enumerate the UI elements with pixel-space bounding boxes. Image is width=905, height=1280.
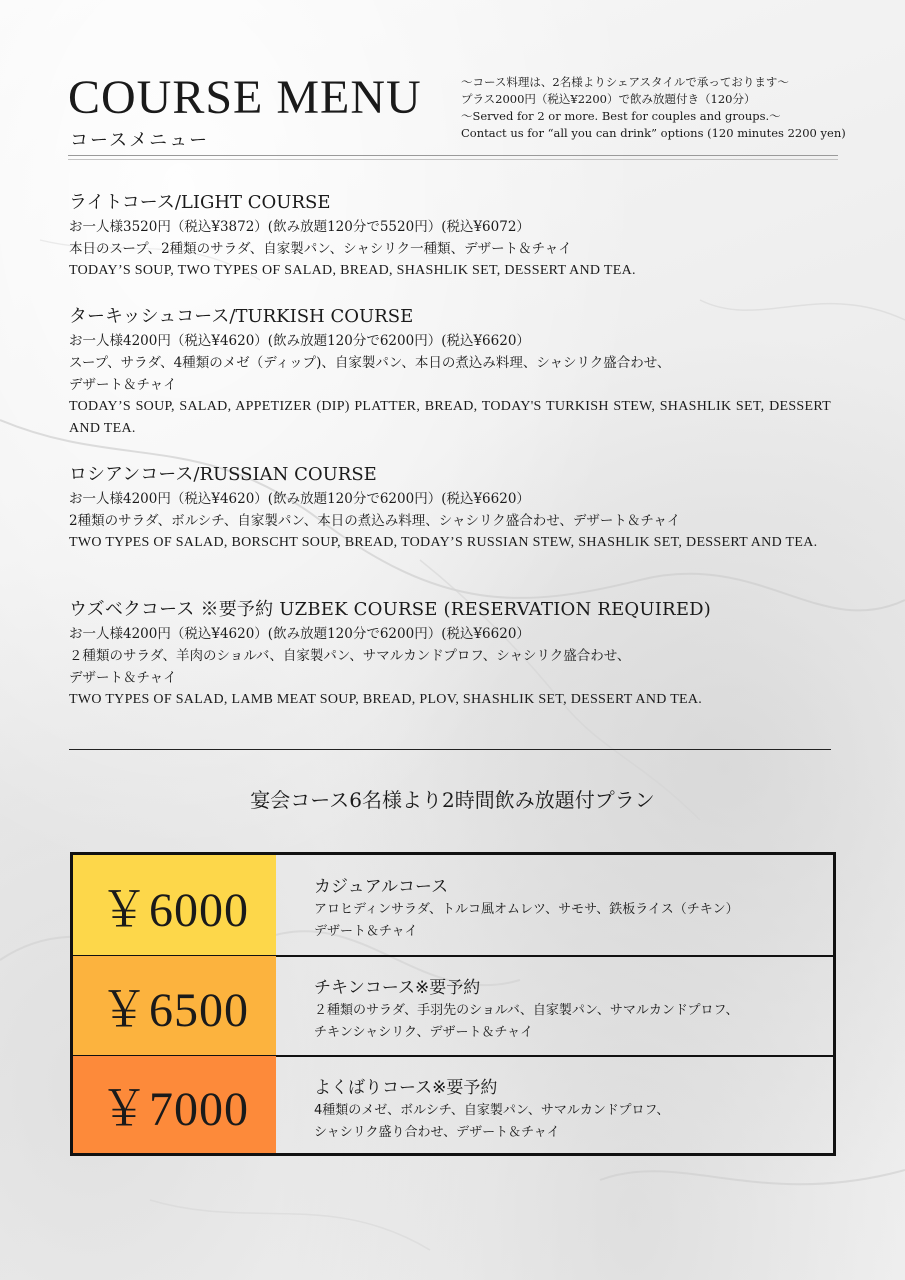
plan-description bbox=[314, 875, 739, 943]
plan-items: デザート＆チャイ bbox=[314, 924, 418, 939]
note-line: プラス2000円（税込¥2200）で飲み放題付き（120分） bbox=[461, 92, 756, 106]
course-turkish bbox=[69, 304, 834, 440]
section-divider bbox=[69, 749, 831, 750]
course-description-jp: スープ、サラダ、4種類のメゼ（ディップ)、自家製パン、本日の煮込み料理、シャシリク盛合わせ、 bbox=[69, 355, 671, 371]
plan-items: チキンシャシリク、デザート＆チャイ bbox=[314, 1025, 534, 1040]
course-description-jp: ２種類のサラダ、羊肉のショルバ、自家製パン、サマルカンドプロフ、シャシリク盛合わせ、 bbox=[69, 648, 631, 664]
course-description-jp: 本日のスープ、2種類のサラダ、自家製パン、シャシリク一種類、デザート＆チャイ bbox=[69, 241, 572, 257]
course-title: ロシアンコース/RUSSIAN COURSE bbox=[69, 464, 377, 485]
banquet-plan-table bbox=[70, 852, 836, 1156]
banquet-title: 宴会コース6名様より2時間飲み放題付プラン bbox=[250, 788, 655, 812]
plan-price: ￥7000 bbox=[73, 1056, 276, 1153]
note-line: 〜コース料理は、2名様よりシェアスタイルで承っております〜 bbox=[461, 75, 789, 89]
course-description-jp: デザート＆チャイ bbox=[69, 670, 177, 686]
plan-name: カジュアルコース bbox=[314, 877, 449, 897]
course-description-en: TODAY’S SOUP, SALAD, APPETIZER (DIP) PLATTER, BREAD, TODAY'S TURKISH STEW, SHASHLIK SET, DESSERT AND TEA. bbox=[69, 399, 831, 436]
course-price: お一人様4200円（税込¥4620）(飲み放題120分で6200円）(税込¥6620） bbox=[69, 333, 530, 349]
plan-items: 4種類のメゼ、ボルシチ、自家製パン、サマルカンドプロフ、 bbox=[314, 1103, 670, 1118]
course-price: お一人様3520円（税込¥3872）(飲み放題120分で5520円）(税込¥6072） bbox=[69, 219, 530, 235]
note-line: Contact us for “all you can drink” options (120 minutes 2200 yen) bbox=[461, 126, 846, 140]
header-notes bbox=[461, 74, 846, 142]
course-description-jp: デザート＆チャイ bbox=[69, 377, 177, 393]
plan-row bbox=[73, 956, 833, 1055]
course-title: ターキッシュコース/TURKISH COURSE bbox=[69, 306, 414, 327]
page-subtitle: コースメニュー bbox=[70, 130, 210, 151]
course-description-en: TWO TYPES OF SALAD, BORSCHT SOUP, BREAD, TODAY’S RUSSIAN STEW, SHASHLIK SET, DESSERT AND TEA. bbox=[69, 535, 818, 550]
plan-price: ￥6000 bbox=[73, 855, 276, 955]
plan-name: よくばりコース※要予約 bbox=[314, 1078, 498, 1098]
plan-items: ２種類のサラダ、手羽先のショルバ、自家製パン、サマルカンドプロフ、 bbox=[314, 1003, 739, 1018]
page-title: COURSE MENU bbox=[68, 71, 422, 124]
course-price: お一人様4200円（税込¥4620）(飲み放題120分で6200円）(税込¥6620） bbox=[69, 491, 530, 507]
course-title: ウズベクコース ※要予約 UZBEK COURSE (RESERVATION REQUIRED) bbox=[69, 599, 712, 620]
header-rule bbox=[68, 155, 838, 156]
course-description-jp: 2種類のサラダ、ボルシチ、自家製パン、本日の煮込み料理、シャシリク盛合わせ、デザート＆チャイ bbox=[69, 513, 681, 529]
note-line: 〜Served for 2 or more. Best for couples and groups.〜 bbox=[461, 109, 781, 123]
plan-price: ￥6500 bbox=[73, 956, 276, 1055]
plan-items: アロヒディンサラダ、トルコ風オムレツ、サモサ、鉄板ライス（チキン） bbox=[314, 902, 739, 917]
course-price: お一人様4200円（税込¥4620）(飲み放題120分で6200円）(税込¥6620） bbox=[69, 626, 530, 642]
plan-description bbox=[314, 976, 738, 1044]
plan-row bbox=[73, 855, 833, 955]
course-title: ライトコース/LIGHT COURSE bbox=[69, 192, 331, 213]
plan-description bbox=[314, 1076, 669, 1144]
course-light bbox=[69, 190, 834, 282]
course-description-en: TWO TYPES OF SALAD, LAMB MEAT SOUP, BREAD, PLOV, SHASHLIK SET, DESSERT AND TEA. bbox=[69, 692, 703, 707]
plan-row bbox=[73, 1056, 833, 1153]
course-russian bbox=[69, 462, 834, 554]
header-rule bbox=[68, 159, 838, 160]
course-uzbek bbox=[69, 597, 834, 711]
course-description-en: TODAY’S SOUP, TWO TYPES OF SALAD, BREAD, SHASHLIK SET, DESSERT AND TEA. bbox=[69, 263, 636, 278]
plan-name: チキンコース※要予約 bbox=[314, 978, 481, 998]
plan-items: シャシリク盛り合わせ、デザート＆チャイ bbox=[314, 1125, 560, 1140]
